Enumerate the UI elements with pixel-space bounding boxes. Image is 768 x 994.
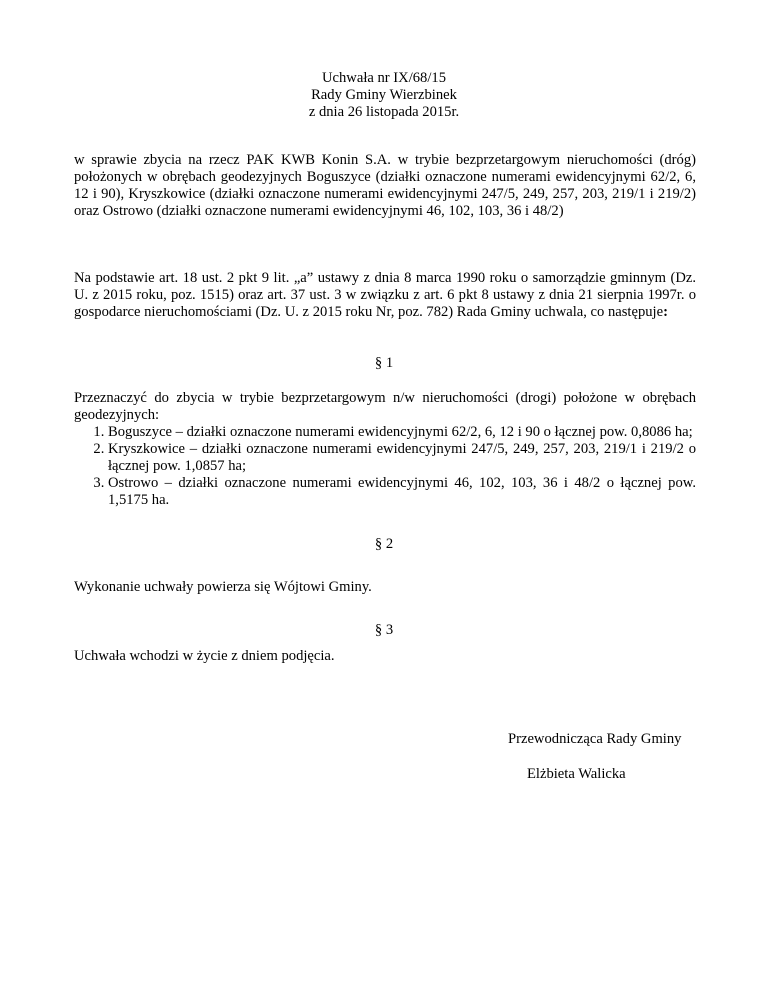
- resolution-header: [0, 70, 768, 121]
- parcel-list: [74, 424, 696, 509]
- section-1-title: § 1: [374, 355, 394, 371]
- section-3-text: Uchwała wchodzi w życie z dniem podjęcia.: [74, 648, 335, 664]
- legal-basis-text: Na podstawie art. 18 ust. 2 pkt 9 lit. „a” ustawy z dnia 8 marca 1990 roku o samorządzie gminnym (Dz. U. z 2015 roku, poz. 1515) oraz art. 37 ust. 3 w związku z art. 6 pkt 8 ustawy z dnia 21 sierpnia 1997r. o gospodarce nieruchomościami (Dz. U. z 2015 roku Nr, poz. 782) Rada Gminy uchwala, co następuje: [74, 270, 696, 320]
- resolution-date: z dnia 26 listopada 2015r.: [308, 104, 460, 120]
- council-name: Rady Gminy Wierzbinek: [311, 87, 457, 103]
- list-item-ostrowo: 3. Ostrowo – działki oznaczone numerami ewidencyjnymi 46, 102, 103, 36 i 48/2 o łącznej pow. 1,5175 ha.: [108, 475, 696, 509]
- section-1-intro: Przeznaczyć do zbycia w trybie bezprzetargowym n/w nieruchomości (drogi) położone w obrębach geodezyjnych:: [74, 390, 696, 423]
- list-item-boguszyce: 1. Boguszyce – działki oznaczone numerami ewidencyjnymi 62/2, 6, 12 i 90 o łącznej pow. 0,8086 ha;: [108, 424, 696, 441]
- section-2-text: Wykonanie uchwały powierza się Wójtowi Gminy.: [74, 579, 372, 595]
- resolution-subject: w sprawie zbycia na rzecz PAK KWB Konin S.A. w trybie bezprzetargowym nieruchomości (dróg) położonych w obrębach geodezyjnych Boguszyce (działki oznaczone numerami ewidencyjnymi 62/2, 6, 12 i 90), Kryszkowice (działki oznaczone numerami ewidencyjnymi 247/5, 249, 257, 203, 219/1 i 219/2) oraz Ostrowo (działki oznaczone numerami ewidencyjnymi 46, 102, 103, 36 i 48/2): [74, 152, 696, 219]
- section-3-title: § 3: [374, 622, 394, 638]
- legal-basis: [74, 270, 696, 321]
- signature-name: Elżbieta Walicka: [527, 766, 626, 782]
- signature-role: Przewodnicząca Rady Gminy: [508, 731, 682, 747]
- legal-basis-colon: :: [663, 304, 668, 320]
- resolution-number: Uchwała nr IX/68/15: [321, 70, 446, 86]
- section-2-title: § 2: [374, 536, 394, 552]
- list-item-kryszkowice: 2. Kryszkowice – działki oznaczone numerami ewidencyjnymi 247/5, 249, 257, 203, 219/1 i 219/2 o łącznej pow. 1,0857 ha;: [108, 441, 696, 475]
